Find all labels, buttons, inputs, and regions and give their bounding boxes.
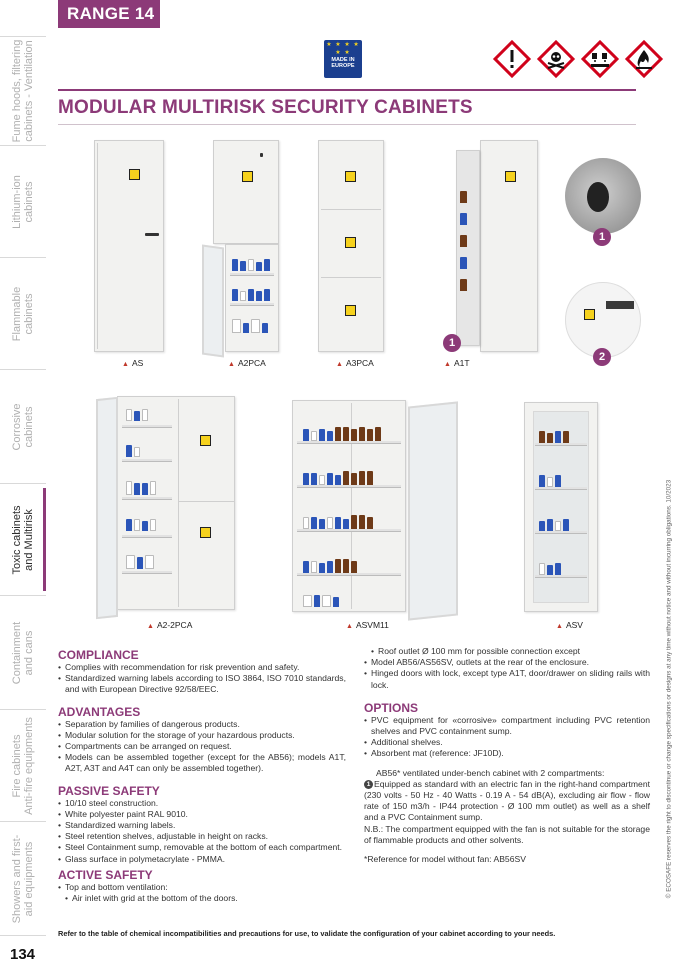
list-item: • Complies with recommendation for risk prevention and safety. xyxy=(58,662,346,673)
product-name: A3PCA xyxy=(345,358,374,368)
fan-cabinet-description xyxy=(364,779,650,824)
sidebar-item-fire-cabinets[interactable] xyxy=(0,710,46,822)
callout-badge-1: 1 xyxy=(443,334,461,352)
compliance-heading: COMPLIANCE xyxy=(58,648,139,662)
sidebar-label-line: Fume hoods, filtering xyxy=(11,39,23,143)
cabinet-a1t-image xyxy=(480,140,538,352)
cabinet-as-image xyxy=(94,140,164,352)
sidebar-label-line: Showers and first- xyxy=(11,834,23,923)
list-item: • 10/10 steel construction. xyxy=(58,798,346,809)
ventilation-continued-list xyxy=(364,646,650,691)
title-underline xyxy=(58,124,636,125)
flammable-icon xyxy=(624,39,664,79)
warning-label-icon xyxy=(200,527,211,538)
list-sub-item: • Roof outlet Ø 100 mm for possible connection except xyxy=(364,646,650,657)
sidebar-label-line: Toxic cabinets xyxy=(11,504,23,575)
triangle-marker-icon: ▲ xyxy=(228,361,235,368)
open-glass-door xyxy=(408,401,458,620)
page-number: 134 xyxy=(10,946,36,963)
list-item: • Steel retention shelves, adjustable in height on racks. xyxy=(58,831,346,842)
exclamation-hazard-icon xyxy=(492,39,532,79)
list-item: • Standardized warning labels according to ISO 3864, ISO 7010 standards, and with European Directive 92/58/EEC. xyxy=(58,673,346,695)
list-item: • Top and bottom ventilation: xyxy=(58,882,346,893)
range-tab: RANGE 14 xyxy=(58,0,160,28)
list-item: • Models can be assembled together (except for the AB56); models A1T, A2T, A3T and A4T can only be assembled together). xyxy=(58,752,346,774)
callout-badge-2: 2 xyxy=(593,348,611,366)
made-in-europe-badge xyxy=(324,40,362,78)
sidebar-label-line: cabinets - Ventilation xyxy=(23,40,35,142)
advantages-list xyxy=(58,719,346,775)
triangle-marker-icon: ▲ xyxy=(556,623,563,630)
product-name: ASV xyxy=(565,620,583,630)
cabinet-a1t-drawer xyxy=(456,150,480,346)
warning-label-icon xyxy=(129,169,140,180)
triangle-marker-icon: ▲ xyxy=(122,361,129,368)
callout-badge-1-detail: 1 xyxy=(593,228,611,246)
warning-label-icon xyxy=(345,237,356,248)
sidebar-label-line: Lithium-ion xyxy=(11,174,23,229)
eu-stars-icon: ★ ★ ★ ★ ★ ★ xyxy=(326,42,360,56)
warning-label-icon xyxy=(200,435,211,446)
sidebar-label-line: Fire cabinets xyxy=(11,734,23,797)
legal-notice xyxy=(665,444,673,934)
list-item: • Absorbent mat (reference: JF10D). xyxy=(364,748,650,759)
left-text-column xyxy=(58,644,346,904)
fan-cabinet-intro: AB56* ventilated under-bench cabinet with 2 compartments: xyxy=(376,767,605,778)
sidebar-item-fume-hoods[interactable] xyxy=(0,36,46,146)
open-glass-door xyxy=(202,244,224,357)
corrosive-icon xyxy=(580,39,620,79)
open-glass-door xyxy=(96,397,118,619)
door-handle xyxy=(145,233,159,236)
list-item: • Glass surface in polymetacrylate - PMMA. xyxy=(58,854,346,865)
bottle-row-detail xyxy=(606,301,634,309)
list-sub-item: • Air inlet with grid at the bottom of the doors. xyxy=(58,893,346,904)
product-caption-a2-2pca xyxy=(147,620,192,630)
list-item: • Model AB56/AS56SV, outlets at the rear of the enclosure. xyxy=(364,657,650,668)
footer-note: Refer to the table of chemical incompatibilities and precautions for use, to validate the configuration of your cabinet according to your needs. xyxy=(58,929,556,938)
sidebar-item-flammable[interactable] xyxy=(0,258,46,370)
product-name: A2-2PCA xyxy=(156,620,193,630)
sidebar-label-line: aid equipments xyxy=(23,841,35,916)
compliance-list xyxy=(58,662,346,696)
options-list xyxy=(364,715,650,760)
cabinet-a2-2pca-image xyxy=(117,396,235,610)
passive-safety-heading: PASSIVE SAFETY xyxy=(58,783,160,798)
legal-text: © ECOSAFE reserves the right to discontinue or change specifications or designs at any time without notice and without incurring obligations. 10/2023 xyxy=(665,479,673,899)
active-safety-heading: ACTIVE SAFETY xyxy=(58,867,153,882)
sidebar-item-containment[interactable] xyxy=(0,596,46,710)
right-text-column xyxy=(364,646,650,865)
passive-safety-list xyxy=(58,798,346,865)
triangle-marker-icon: ▲ xyxy=(346,623,353,630)
sidebar-item-showers[interactable] xyxy=(0,822,46,936)
list-item: • Additional shelves. xyxy=(364,737,650,748)
options-heading: OPTIONS xyxy=(364,700,419,715)
caster-wheel-icon xyxy=(587,182,609,212)
triangle-marker-icon: ▲ xyxy=(444,361,451,368)
list-item: • Separation by families of dangerous products. xyxy=(58,719,346,730)
list-item: • Standardized warning labels. xyxy=(58,820,346,831)
sidebar-label-line: cabinets xyxy=(23,293,35,334)
sidebar-label-line: Anti-fire equipments xyxy=(23,716,35,815)
badge-line2: EUROPE xyxy=(331,63,355,69)
product-caption-a2pca xyxy=(228,358,266,368)
page-title: MODULAR MULTIRISK SECURITY CABINETS xyxy=(58,97,473,118)
warning-label-icon xyxy=(345,171,356,182)
wheel-detail-inset xyxy=(565,158,641,234)
list-item: • Hinged doors with lock, except type A1T, door/drawer on sliding rails with lock. xyxy=(364,668,650,690)
cabinet-asv-image xyxy=(524,402,598,612)
sidebar-label-line: and Multirisk xyxy=(23,508,35,571)
sidebar-label-line: and cans xyxy=(23,630,35,675)
warning-label-icon xyxy=(505,171,516,182)
list-item: • White polyester paint RAL 9010. xyxy=(58,809,346,820)
triangle-marker-icon: ▲ xyxy=(336,361,343,368)
active-safety-list xyxy=(58,882,346,904)
product-name: ASVM11 xyxy=(355,620,389,630)
triangle-marker-icon: ▲ xyxy=(147,623,154,630)
category-sidebar xyxy=(0,36,46,936)
cabinet-asvm11-image xyxy=(292,400,406,612)
cabinet-a3pca-image xyxy=(318,140,384,352)
product-name: AS xyxy=(131,358,144,368)
product-name: A1T xyxy=(453,358,470,368)
sidebar-label-line: cabinets xyxy=(23,181,35,222)
warning-label-icon xyxy=(345,305,356,316)
sidebar-label-line: Corrosive xyxy=(11,402,23,451)
list-item: • PVC equipment for «corrosive» compartment including PVC retention shelves and PVC containment sump. xyxy=(364,715,650,737)
warning-label-icon xyxy=(242,171,253,182)
sidebar-item-corrosive[interactable] xyxy=(0,370,46,484)
warning-label-icon xyxy=(584,309,595,320)
list-item: • Modular solution for the storage of your hazardous products. xyxy=(58,730,346,741)
label-detail-inset xyxy=(565,282,641,358)
list-item: • Compartments can be arranged on request. xyxy=(58,741,346,752)
sidebar-item-lithium-ion[interactable] xyxy=(0,146,46,258)
sidebar-label-line: Containment xyxy=(11,621,23,684)
cabinet-a2pca-lower-image xyxy=(225,244,279,352)
advantages-heading: ADVANTAGES xyxy=(58,704,141,719)
product-caption-asv xyxy=(556,620,583,630)
product-caption-as xyxy=(122,358,143,368)
product-name: A2PCA xyxy=(237,358,266,368)
reference-note: *Reference for model without fan: AB56SV xyxy=(364,854,526,865)
sidebar-label-line: Flammable xyxy=(11,286,23,341)
product-caption-a3pca xyxy=(336,358,374,368)
badge-line1: MADE IN xyxy=(331,57,355,63)
cabinet-a2pca-upper-image xyxy=(213,140,279,244)
hazard-pictograms xyxy=(492,39,664,79)
toxic-skull-icon xyxy=(536,39,576,79)
lock-icon xyxy=(260,153,263,157)
fan-nb-note: N.B.: The compartment equipped with the fan is not suitable for the storage of flammable products and other solvents. xyxy=(364,823,650,845)
sidebar-label-line: cabinets xyxy=(23,406,35,447)
title-rule xyxy=(58,89,636,91)
sidebar-item-toxic-multirisk[interactable] xyxy=(0,484,46,596)
list-item: • Steel Containment sump, removable at the bottom of each compartment. xyxy=(58,842,346,853)
callout-badge-fan: 1 xyxy=(364,780,373,789)
product-caption-a1t xyxy=(444,358,470,368)
fan-text: Equipped as standard with an electric fan in the right-hand compartment (230 volts - 50 Hz - 40 Watts - 0.19 A - 54 dB(A), excluding air flow - flow rate of 150 m3/h - IP44 protection - Ø 100 mm outlet) as well as a shelf and a PVC Containment sump. xyxy=(364,778,650,823)
product-caption-asvm11 xyxy=(346,620,389,630)
